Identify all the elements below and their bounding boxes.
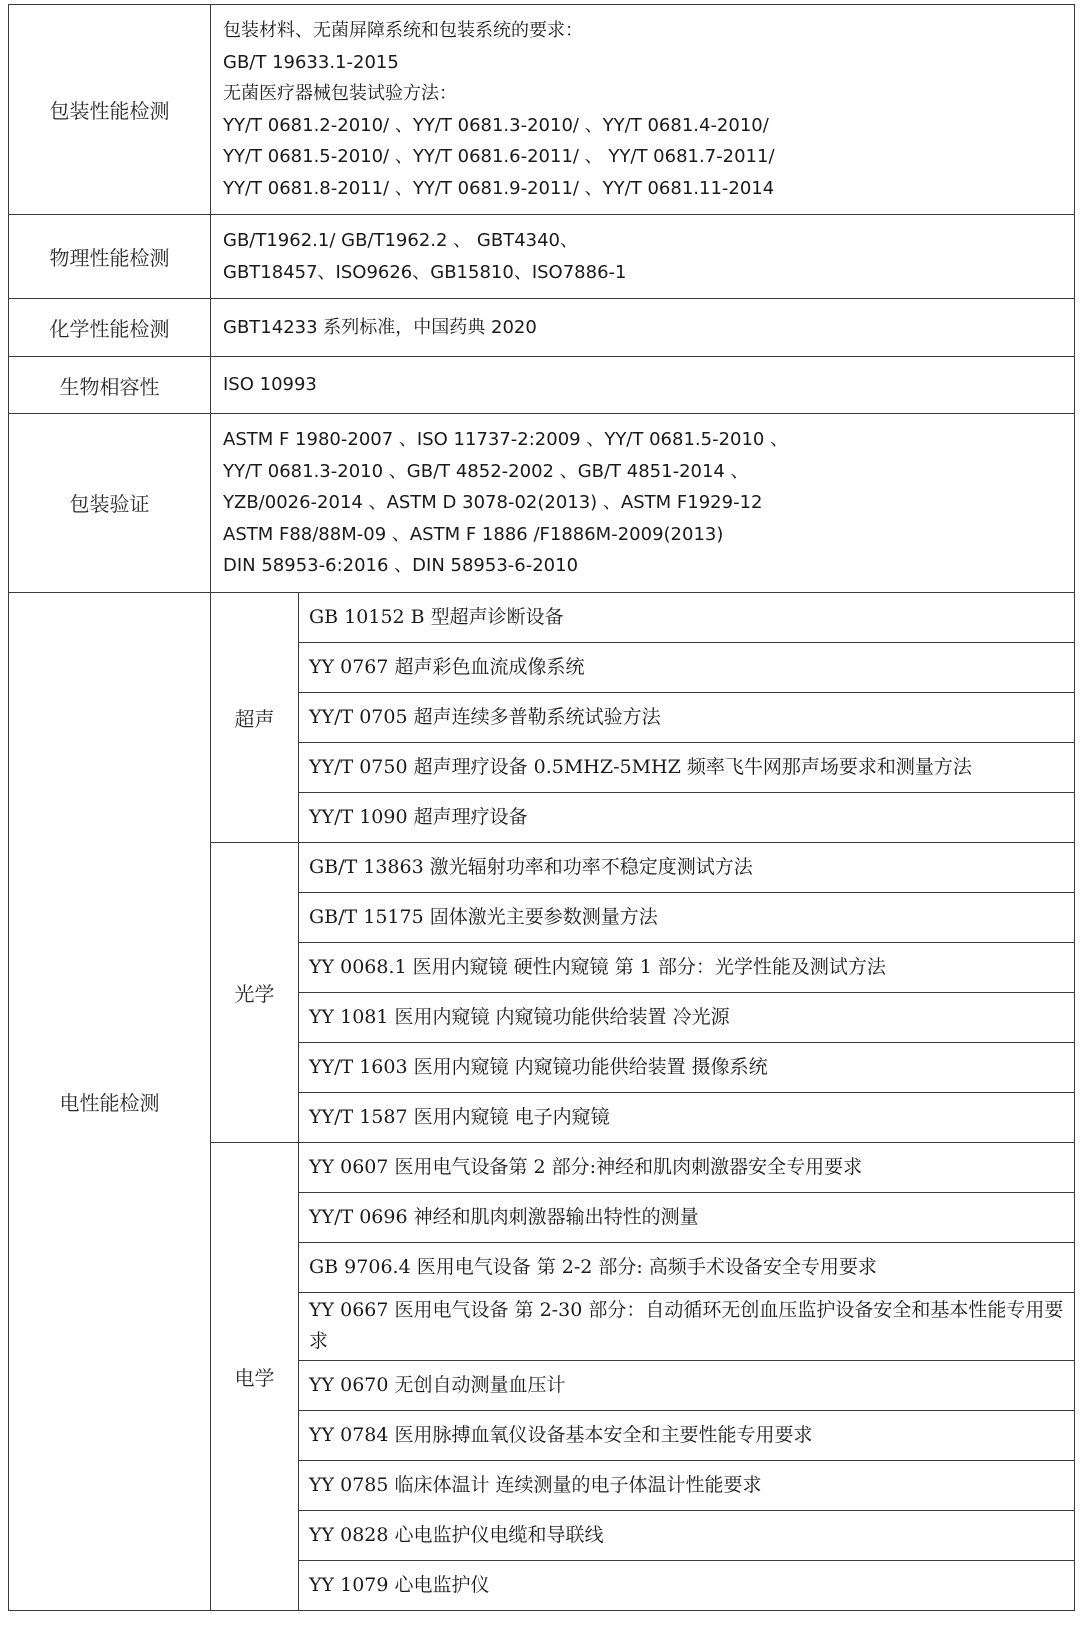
standards-line: GBT14233 系列标准，中国药典 2020 xyxy=(223,316,537,338)
table-row xyxy=(9,5,1075,215)
standard-item: YY/T 0705 超声连续多普勒系统试验方法 xyxy=(299,692,1075,742)
standard-item: YY/T 1090 超声理疗设备 xyxy=(299,792,1075,842)
standards-line: 包装材料、无菌屏障系统和包装系统的要求： xyxy=(223,20,583,41)
standards-line: DIN 58953-6:2016 、DIN 58953-6-2010 xyxy=(223,555,579,576)
standards-line: YY/T 0681.5-2010/ 、YY/T 0681.6-2011/ 、 YY/T 0681.7-2011/ xyxy=(223,146,775,167)
standards-line: GB/T 19633.1-2015 xyxy=(223,51,399,73)
standards-cell xyxy=(211,357,1075,414)
standard-item: YY 0828 心电监护仪电缆和导联线 xyxy=(299,1510,1075,1560)
standards-cell xyxy=(211,414,1075,593)
standard-item: YY 0068.1 医用内窥镜 硬性内窥镜 第 1 部分：光学性能及测试方法 xyxy=(299,942,1075,992)
standard-item: YY 0784 医用脉搏血氧仪设备基本安全和主要性能专用要求 xyxy=(299,1410,1075,1460)
standard-item: GB/T 13863 激光辐射功率和功率不稳定度测试方法 xyxy=(299,842,1075,892)
standard-item: YY 0667 医用电气设备 第 2-30 部分：自动循环无创血压监护设备安全和基本性能专用要求 xyxy=(299,1292,1075,1360)
table-row xyxy=(9,592,1075,642)
category-cell: 电性能检测 xyxy=(9,592,211,1610)
standard-item: GB 9706.4 医用电气设备 第 2-2 部分: 高频手术设备安全专用要求 xyxy=(299,1242,1075,1292)
standards-line: YY/T 0681.3-2010 、GB/T 4852-2002 、GB/T 4851-2014 、 xyxy=(223,460,749,482)
table-row xyxy=(9,357,1075,414)
standards-line: ASTM F88/88M-09 、ASTM F 1886 /F1886M-2009(2013) xyxy=(223,523,724,545)
category-cell: 物理性能检测 xyxy=(9,215,211,299)
category-cell: 包装验证 xyxy=(9,414,211,593)
category-cell: 包装性能检测 xyxy=(9,5,211,215)
standards-line: 无菌医疗器械包装试验方法： xyxy=(223,83,457,104)
standard-item: YY/T 0750 超声理疗设备 0.5MHZ-5MHZ 频率飞牛网那声场要求和测量方法 xyxy=(299,742,1075,792)
table-row xyxy=(9,215,1075,299)
standards-line: ISO 10993 xyxy=(223,374,317,396)
table-row xyxy=(9,299,1075,357)
category-cell: 生物相容性 xyxy=(9,357,211,414)
standard-item: YY 0767 超声彩色血流成像系统 xyxy=(299,642,1075,692)
subcategory-cell: 超声 xyxy=(211,592,299,842)
category-cell: 化学性能检测 xyxy=(9,299,211,357)
standards-line: YZB/0026-2014 、ASTM D 3078-02(2013) 、ASTM F1929-12 xyxy=(223,492,763,513)
standard-item: YY 0670 无创自动测量血压计 xyxy=(299,1360,1075,1410)
standard-item: YY/T 0696 神经和肌肉刺激器输出特性的测量 xyxy=(299,1192,1075,1242)
standards-line: YY/T 0681.8-2011/ 、YY/T 0681.9-2011/ 、YY/T 0681.11-2014 xyxy=(223,177,775,199)
standards-cell xyxy=(211,5,1075,215)
table-row xyxy=(9,414,1075,593)
standards-line: GB/T1962.1/ GB/T1962.2 、 GBT4340、 xyxy=(223,230,579,251)
standard-item: YY 1079 心电监护仪 xyxy=(299,1560,1075,1610)
standard-item: GB/T 15175 固体激光主要参数测量方法 xyxy=(299,892,1075,942)
standard-item: YY 0607 医用电气设备第 2 部分:神经和肌肉刺激器安全专用要求 xyxy=(299,1142,1075,1192)
standard-item: YY/T 1603 医用内窥镜 内窥镜功能供给装置 摄像系统 xyxy=(299,1042,1075,1092)
standards-table xyxy=(8,4,1075,1611)
subcategory-cell: 电学 xyxy=(211,1142,299,1610)
standard-item: GB 10152 B 型超声诊断设备 xyxy=(299,592,1075,642)
standards-line: GBT18457、ISO9626、GB15810、ISO7886-1 xyxy=(223,261,627,283)
standards-line: ASTM F 1980-2007 、ISO 11737-2:2009 、YY/T 0681.5-2010 、 xyxy=(223,429,789,450)
standards-line: YY/T 0681.2-2010/ 、YY/T 0681.3-2010/ 、YY/T 0681.4-2010/ xyxy=(223,114,769,136)
subcategory-cell: 光学 xyxy=(211,842,299,1142)
standards-cell xyxy=(211,215,1075,299)
standard-item: YY/T 1587 医用内窥镜 电子内窥镜 xyxy=(299,1092,1075,1142)
standard-item: YY 0785 临床体温计 连续测量的电子体温计性能要求 xyxy=(299,1460,1075,1510)
standard-item: YY 1081 医用内窥镜 内窥镜功能供给装置 冷光源 xyxy=(299,992,1075,1042)
standards-cell xyxy=(211,299,1075,357)
